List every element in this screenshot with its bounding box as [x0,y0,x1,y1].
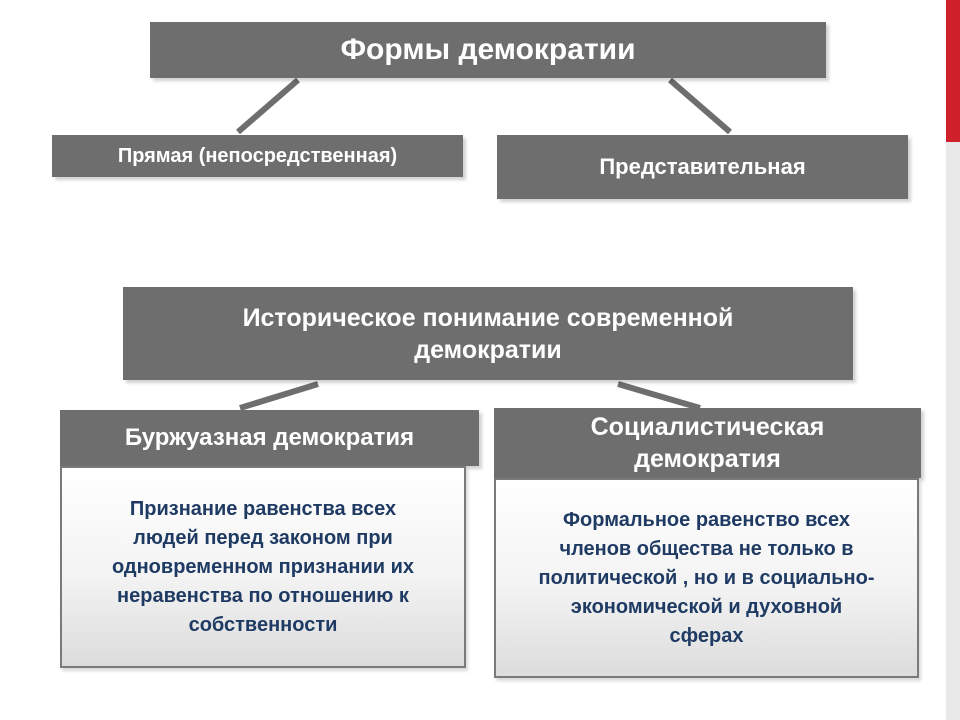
bourgeois-header-box [60,410,479,466]
socialist-line-3: политической , но и в социально- [538,566,875,589]
bourgeois-header: Буржуазная демократия [124,424,415,451]
historical-understanding-box [123,287,853,380]
socialist-line-2: членов общества не только в [559,537,854,560]
title-box [150,22,826,78]
representative-form-box [497,135,908,199]
connector-title-representative [670,80,730,132]
historical-line-2: демократии [414,335,562,364]
socialist-header-line-1: Социалистическая [590,413,825,441]
socialist-header-box [494,408,921,478]
bourgeois-line-3: одновременном признании их [111,555,415,578]
slide-title: Формы демократии [340,33,636,66]
socialist-header-line-2: демократия [634,445,781,473]
bourgeois-line-2: людей перед законом при [133,526,393,549]
representative-form-label: Представительная [599,154,806,179]
socialist-line-4: экономической и духовной [570,595,843,618]
bourgeois-description-box [60,466,466,668]
socialist-description-box [494,478,919,678]
direct-form-box [52,135,463,177]
direct-form-label: Прямая (непосредственная) [117,144,398,167]
connector-historical-bourgeois [240,384,318,408]
socialist-line-1: Формальное равенство всех [562,508,851,531]
bourgeois-line-5: собственности [188,613,338,636]
historical-line-1: Историческое понимание современной [242,303,734,332]
connector-historical-socialist [618,384,700,408]
bourgeois-line-4: неравенства по отношению к [117,584,409,607]
bourgeois-line-1: Признание равенства всех [129,497,397,520]
socialist-line-5: сферах [669,624,744,647]
connector-title-direct [238,80,298,132]
